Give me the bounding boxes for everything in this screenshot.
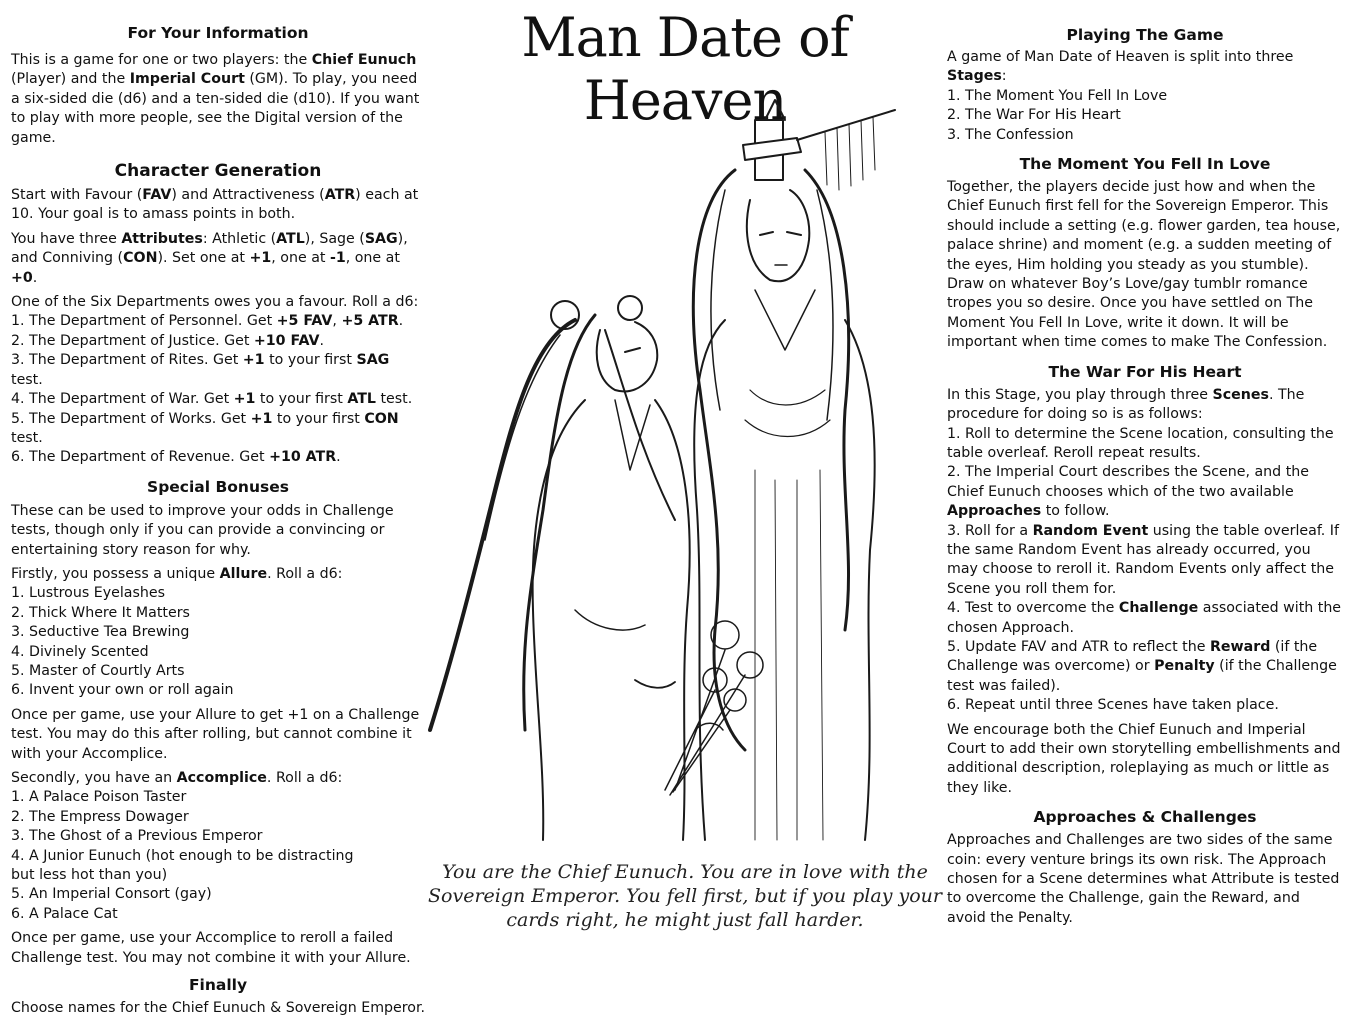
bold-term: +10 FAV (253, 332, 320, 349)
bold-term: Approaches (947, 503, 1042, 520)
war-outro: We encourage both the Chief Eunuch and Imperial Court to add their own storytelling embellishments and additional description, roleplaying as much or little as they like. (947, 721, 1341, 796)
bold-term: CON (364, 410, 399, 427)
list-item: 4. A Junior Eunuch (hot enough to be distracting (11, 847, 354, 864)
center-column (425, 0, 945, 949)
page-title: Man Date of Heaven (521, 6, 849, 132)
bold-term: Attributes (121, 230, 203, 247)
playing-intro: A game of Man Date of Heaven is split into three Stages: (947, 49, 1294, 85)
bold-term: FAV (142, 187, 172, 204)
list-item: 3. The Ghost of a Previous Emperor (11, 828, 263, 845)
chargen-paragraph-2: You have three Attributes: Athletic (ATL), Sage (SAG), and Conniving (CON). Set one at +1, one at -1, one at +0. (11, 230, 408, 286)
bold-term: +5 ATR (341, 313, 399, 330)
bold-term: Scenes (1212, 386, 1269, 403)
list-item: 4. Divinely Scented (11, 643, 149, 660)
list-item: 4. Test to overcome the Challenge associated with the chosen Approach. (947, 600, 1342, 636)
list-item: 5. Update FAV and ATR to reflect the Reward (if the Challenge was overcome) or Penalty (if the Challenge test was failed). (947, 638, 1337, 694)
fyi-text: This is a game for one or two players: the Chief Eunuch (Player) and the Imperial Court (GM). To play, you need a six-sided die (d6) and a ten-sided die (d10). If you want to play with more people, see the Digital version of the game. (11, 52, 420, 146)
fyi-heading: For Your Information (127, 24, 309, 42)
war-heading: The War For His Heart (1048, 362, 1242, 381)
allure-intro: Firstly, you possess a unique Allure. Roll a d6: (11, 565, 343, 582)
chargen-heading: Character Generation (114, 161, 322, 182)
bold-term: +1 (233, 391, 256, 408)
list-item: 1. The Moment You Fell In Love (947, 87, 1168, 104)
accomplice-intro: Secondly, you have an Accomplice. Roll a d6: (11, 770, 343, 786)
headdress-icon (743, 100, 895, 190)
list-item: 6. Invent your own or roll again (11, 682, 234, 699)
bold-term: ATR (324, 187, 356, 204)
bold-term: SAG (356, 352, 390, 369)
bold-term: +10 ATR (269, 449, 337, 466)
left-column (11, 0, 425, 1018)
list-item: 1. The Department of Personnel. Get +5 FAV, +5 ATR. (11, 313, 404, 330)
tagline: You are the Chief Eunuch. You are in love with the Sovereign Emperor. You fell first, but if you play your cards right, he might just fall harder. (428, 861, 942, 931)
list-item: 5. The Department of Works. Get +1 to your first CON test. (11, 410, 399, 446)
bold-term: -1 (329, 250, 346, 267)
list-item: 3. The Confession (947, 126, 1074, 143)
bold-term: +0 (11, 269, 33, 286)
bold-term: CON (123, 250, 158, 267)
right-column (947, 0, 1343, 928)
list-item: 2. The War For His Heart (947, 107, 1121, 124)
finally-text: Choose names for the Chief Eunuch & Sovereign Emperor. (11, 1000, 425, 1017)
bold-term: Penalty (1154, 658, 1215, 675)
moment-text: Together, the players decide just how and when the Chief Eunuch first fell for the Sovereign Emperor. This should include a setting (e.g. flower garden, tea house, palace shrine) and moment (e.g. a sudden meeting of the eyes, Him holding you steady as you stumble). Draw on whatever Boy’s Love/gay tumblr romance tropes you so desire. Once you have settled on The Moment You Fell In Love, write it down. It will be important when time comes to make The Confession. (947, 179, 1341, 351)
bold-term: Challenge (1118, 600, 1199, 617)
list-item: 3. The Department of Rites. Get +1 to your first SAG test. (11, 352, 390, 388)
list-item: but less hot than you) (11, 867, 168, 884)
bold-term: Chief Eunuch (311, 52, 417, 68)
list-item: 3. Roll for a Random Event using the table overleaf. If the same Random Event has already occurred, you may choose to reroll it. Random Events only affect the Scene you roll them for. (947, 522, 1339, 597)
list-item: 6. The Department of Revenue. Get +10 ATR. (11, 449, 341, 466)
list-item: 6. A Palace Cat (11, 905, 118, 922)
bold-term: Random Event (1032, 522, 1149, 539)
list-item: 2. Thick Where It Matters (11, 604, 190, 621)
list-item: 2. The Imperial Court describes the Scene, and the Chief Eunuch chooses which of the two available Approaches to follow. (947, 464, 1309, 520)
accomplice-list (11, 788, 425, 924)
approaches-text: Approaches and Challenges are two sides of the same coin: every venture brings its own risk. The Approach chosen for a Scene determines what Attribute is tested to overcome the Challenge, gain the Reward, and avoid the Penalty. (947, 832, 1340, 926)
list-item: 3. Seductive Tea Brewing (11, 624, 190, 641)
war-intro: In this Stage, you play through three Scenes. The procedure for doing so is as follows: (947, 386, 1305, 423)
bold-term: Reward (1209, 638, 1271, 655)
list-item: 5. Master of Courtly Arts (11, 662, 185, 679)
illustration-two-figures (425, 90, 945, 850)
list-item: 1. Lustrous Eyelashes (11, 585, 165, 602)
chargen-paragraph-1: Start with Favour (FAV) and Attractiveness (ATR) each at 10. Your goal is to amass points in both. (11, 187, 419, 223)
departments-list (11, 312, 425, 467)
war-steps-list (947, 425, 1343, 716)
bold-term: +1 (250, 410, 273, 427)
list-item: 1. A Palace Poison Taster (11, 789, 187, 806)
list-item: 1. Roll to determine the Scene location, consulting the table overleaf. Reroll repeat results. (947, 425, 1334, 461)
bold-term: Stages (947, 68, 1002, 85)
bold-term: +5 FAV (276, 313, 333, 330)
list-item: 6. Repeat until three Scenes have taken place. (947, 697, 1279, 714)
bold-term: Allure (219, 565, 268, 582)
list-item: 2. The Empress Dowager (11, 808, 189, 825)
bold-term: ATL (276, 230, 305, 247)
accomplice-rule: Once per game, use your Accomplice to reroll a failed Challenge test. You may not combine it with your Allure. (11, 930, 411, 966)
bold-term: SAG (364, 230, 398, 247)
allure-rule: Once per game, use your Allure to get +1 on a Challenge test. You may do this after rolling, but cannot combine it with your Accomplice. (11, 706, 420, 762)
list-item: 2. The Department of Justice. Get +10 FAV. (11, 332, 325, 349)
bonuses-heading: Special Bonuses (147, 477, 289, 496)
finally-heading: Finally (188, 976, 248, 995)
moment-heading: The Moment You Fell In Love (1019, 155, 1271, 174)
bold-term: +1 (249, 250, 272, 267)
allure-list (11, 584, 425, 700)
bonuses-text: These can be used to improve your odds in Challenge tests, though only if you can provide a convincing or entertaining story reason for why. (11, 502, 394, 558)
bold-term: Imperial Court (129, 71, 245, 88)
departments-intro: One of the Six Departments owes you a favour. Roll a d6: (11, 294, 419, 311)
stages-list (947, 87, 1343, 145)
bold-term: Accomplice (176, 770, 267, 786)
list-item: 4. The Department of War. Get +1 to your first ATL test. (11, 391, 413, 408)
approaches-heading: Approaches & Challenges (1033, 808, 1257, 827)
playing-heading: Playing The Game (1066, 26, 1224, 44)
bold-term: ATL (347, 391, 376, 408)
bold-term: +1 (242, 352, 265, 369)
list-item: 5. An Imperial Consort (gay) (11, 886, 212, 903)
